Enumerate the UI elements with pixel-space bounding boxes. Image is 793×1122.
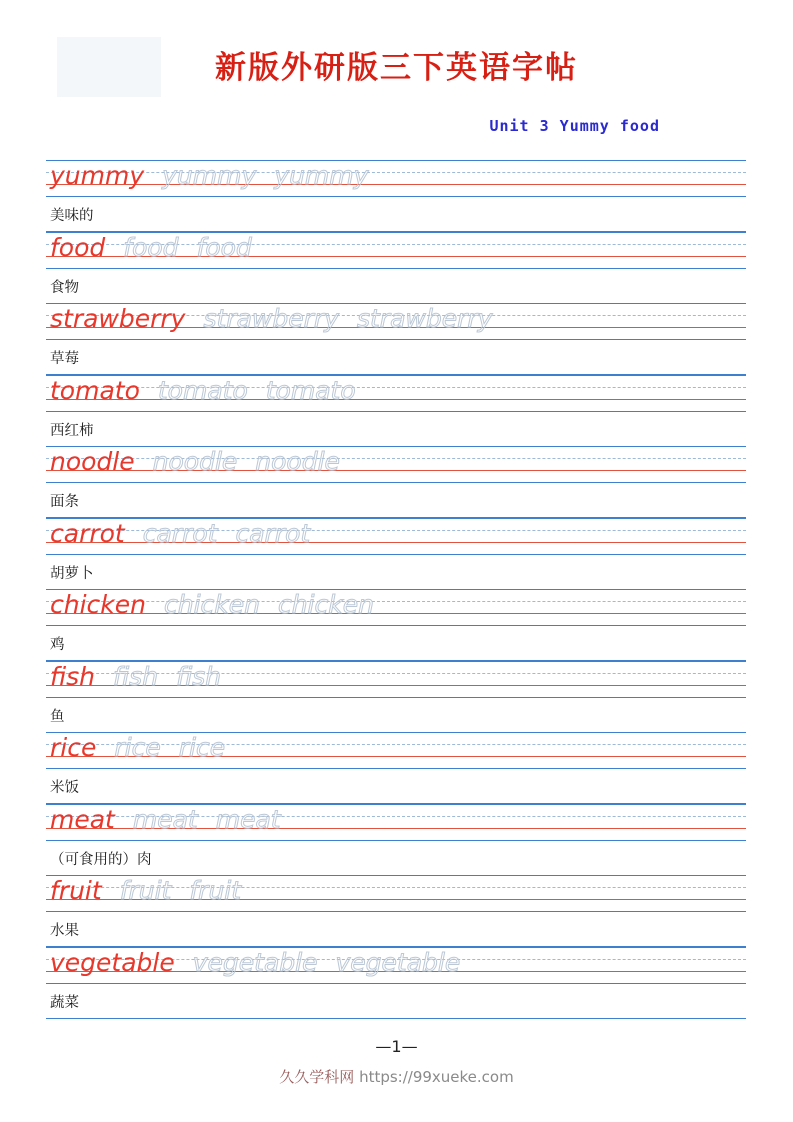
page-number: —1— xyxy=(375,1037,418,1056)
translation-row xyxy=(46,482,746,517)
staff-line xyxy=(46,1018,746,1019)
footer-brand: 久久学科网 xyxy=(279,1068,355,1086)
word-trace-1: chicken xyxy=(163,590,260,619)
word-model: fish xyxy=(50,661,96,691)
handwriting-staff xyxy=(46,160,746,196)
page-title: 新版外研版三下英语字帖 xyxy=(215,50,578,86)
translation-text: 米饭 xyxy=(50,780,79,796)
practice-entry xyxy=(46,160,746,232)
translation-text: 水果 xyxy=(50,923,79,939)
word-model: chicken xyxy=(50,590,146,619)
word-trace-1: meat xyxy=(132,804,198,834)
handwriting-staff xyxy=(46,661,746,697)
practice-entry xyxy=(46,446,746,518)
footer xyxy=(0,1066,793,1087)
word-trace-2: rice xyxy=(178,733,226,762)
word-trace-1: carrot xyxy=(142,518,218,548)
translation-row xyxy=(46,625,746,660)
unit-heading: Unit 3 Yummy food xyxy=(489,117,660,135)
word-trace-2: food xyxy=(196,232,252,262)
translation-row xyxy=(46,840,746,875)
translation-row xyxy=(46,554,746,589)
translation-row xyxy=(46,196,746,231)
practice-entry xyxy=(46,303,746,375)
word-row xyxy=(50,371,356,411)
word-trace-2: fruit xyxy=(189,876,242,905)
word-trace-2: yummy xyxy=(274,161,369,190)
practice-entry xyxy=(46,804,746,876)
word-model: carrot xyxy=(50,518,125,548)
word-model: tomato xyxy=(50,375,140,405)
word-trace-1: noodle xyxy=(152,447,238,476)
translation-text: 蔬菜 xyxy=(50,994,79,1011)
word-row xyxy=(50,442,340,482)
word-trace-2: strawberry xyxy=(356,304,493,333)
word-row xyxy=(50,871,241,911)
practice-entry xyxy=(46,947,746,1019)
word-trace-1: tomato xyxy=(157,375,248,405)
word-trace-2: fish xyxy=(176,661,222,691)
word-row xyxy=(50,657,221,697)
word-model: rice xyxy=(50,733,97,762)
word-row xyxy=(50,299,492,339)
word-row xyxy=(50,585,374,625)
word-trace-1: food xyxy=(123,232,179,262)
word-row xyxy=(50,943,460,983)
word-trace-1: strawberry xyxy=(203,304,339,333)
word-trace-2: meat xyxy=(215,804,281,834)
practice-entry xyxy=(46,732,746,804)
practice-entry xyxy=(46,589,746,661)
translation-text: 西红柿 xyxy=(50,422,94,439)
word-trace-1: yummy xyxy=(162,161,257,190)
translation-row xyxy=(46,911,746,946)
word-row xyxy=(50,156,368,196)
translation-text: 胡萝卜 xyxy=(50,565,94,582)
translation-row xyxy=(46,339,746,374)
translation-text: 美味的 xyxy=(50,208,94,224)
word-model: fruit xyxy=(50,876,102,905)
practice-entry xyxy=(46,518,746,590)
handwriting-staff xyxy=(46,303,746,339)
handwriting-staff xyxy=(46,732,746,768)
practice-entry xyxy=(46,875,746,947)
handwriting-staff xyxy=(46,875,746,911)
word-trace-1: rice xyxy=(114,733,161,762)
footer-url: https://99xueke.com xyxy=(359,1068,514,1086)
translation-row xyxy=(46,268,746,303)
practice-entry xyxy=(46,375,746,447)
translation-text: 食物 xyxy=(50,279,79,296)
practice-entry xyxy=(46,661,746,733)
translation-row xyxy=(46,697,746,732)
word-model: yummy xyxy=(50,161,145,190)
translation-text: （可食用的）肉 xyxy=(50,851,152,868)
word-trace-2: chicken xyxy=(277,590,374,619)
translation-row xyxy=(46,983,746,1018)
word-trace-2: carrot xyxy=(235,518,311,548)
translation-text: 面条 xyxy=(50,494,79,510)
handwriting-staff xyxy=(46,232,746,268)
word-row xyxy=(50,514,310,554)
word-trace-2: noodle xyxy=(255,447,340,476)
word-trace-1: fruit xyxy=(119,876,172,905)
word-model: strawberry xyxy=(50,304,186,333)
translation-row xyxy=(46,768,746,803)
word-model: vegetable xyxy=(50,947,175,977)
word-model: food xyxy=(50,232,106,262)
translation-text: 鸡 xyxy=(50,637,65,653)
handwriting-staff xyxy=(46,375,746,411)
word-trace-1: vegetable xyxy=(192,947,318,977)
practice-sheet xyxy=(46,160,746,1018)
handwriting-staff xyxy=(46,589,746,625)
translation-row xyxy=(46,411,746,446)
translation-text: 草莓 xyxy=(50,351,79,367)
practice-entry xyxy=(46,232,746,304)
word-row xyxy=(50,800,281,840)
handwriting-staff xyxy=(46,947,746,983)
handwriting-staff xyxy=(46,446,746,482)
word-model: meat xyxy=(50,804,115,834)
handwriting-staff xyxy=(46,804,746,840)
handwriting-staff xyxy=(46,518,746,554)
word-trace-1: fish xyxy=(113,661,159,691)
word-row xyxy=(50,228,252,268)
word-trace-2: vegetable xyxy=(335,947,461,977)
word-model: noodle xyxy=(50,447,135,476)
word-trace-2: tomato xyxy=(265,375,356,405)
word-row xyxy=(50,728,225,768)
translation-text: 鱼 xyxy=(50,708,65,725)
